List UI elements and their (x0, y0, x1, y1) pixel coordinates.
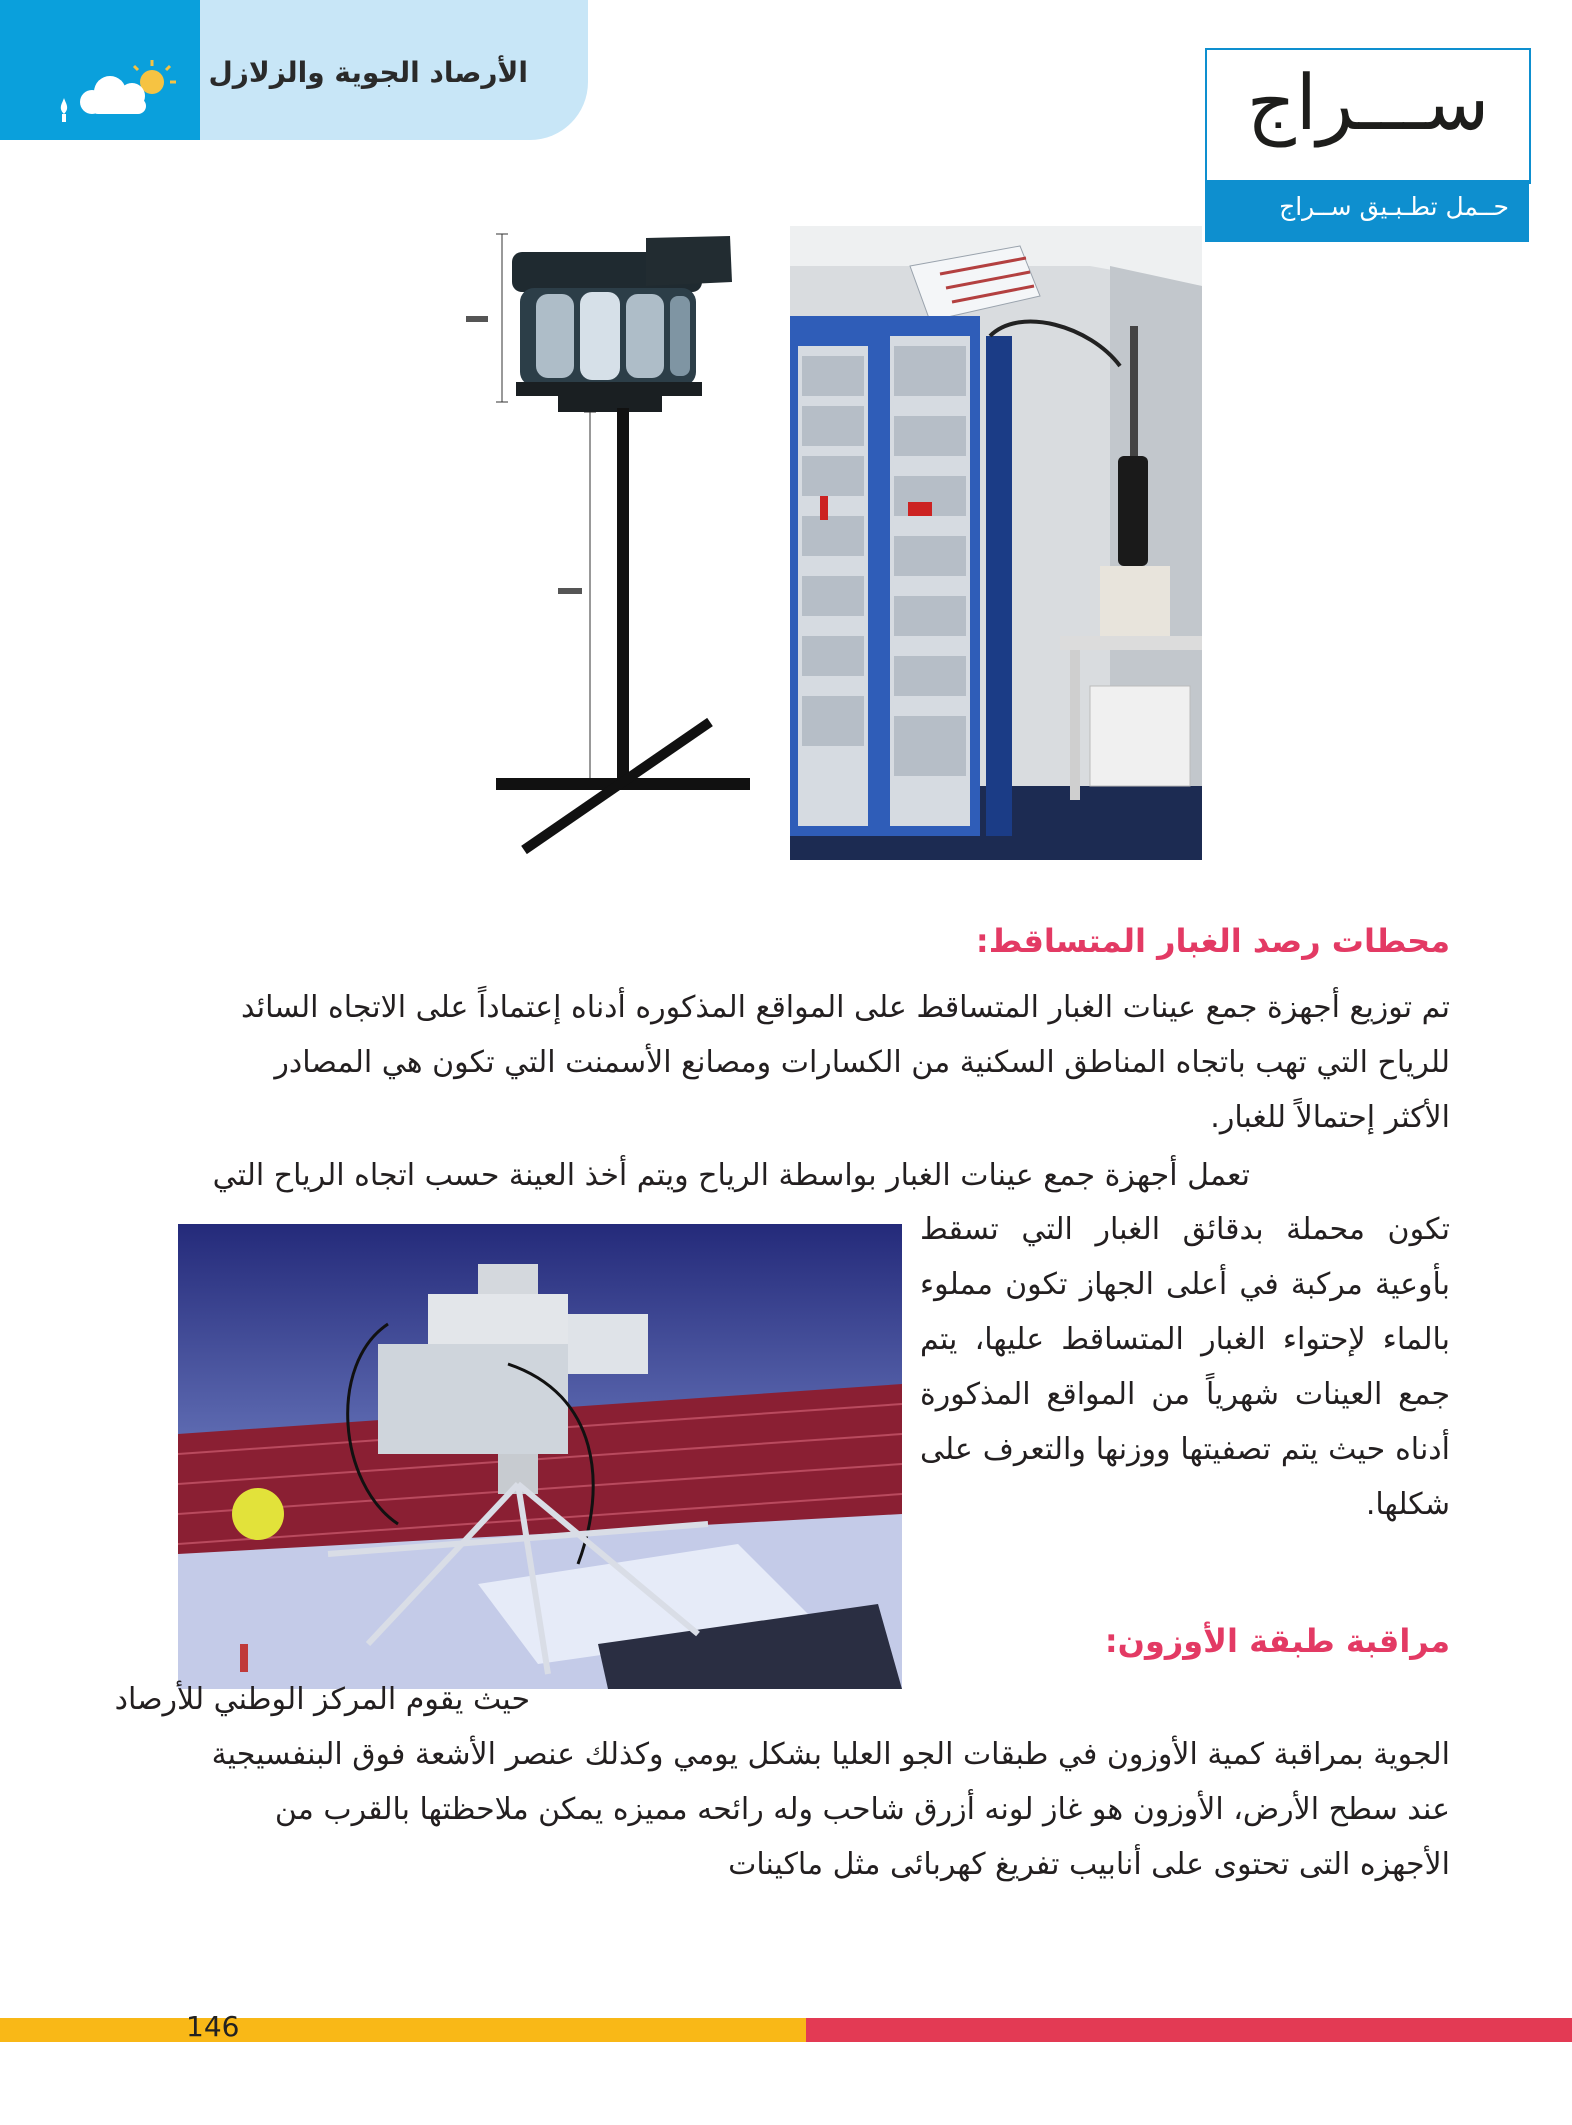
cloud-sun-icon (52, 58, 180, 124)
instrument-rack-photo (790, 226, 1202, 860)
section-title: الأرصاد الجوية والزلازل (208, 56, 528, 89)
paragraph-dust-operation-line1: تعمل أجهزة جمع عينات الغبار بواسطة الرياح ويتم أخذ العينة حسب اتجاه الرياح التي (212, 1158, 1250, 1193)
dust-collector-diagram (440, 222, 760, 862)
siraj-logo (1205, 48, 1531, 184)
page-number: 146 (186, 2010, 240, 2043)
footer-red-bar (806, 2018, 1572, 2042)
logo-subtitle: حــمل تطـبـيق ســراج (1279, 192, 1509, 221)
logo-download-bar[interactable] (1205, 180, 1529, 242)
footer-yellow-bar (0, 2018, 806, 2042)
logo-wordmark: ســـراج (1246, 58, 1490, 147)
paragraph-ozone-line1: حيث يقوم المركز الوطني للأرصاد (114, 1682, 530, 1717)
paragraph-ozone-monitoring: الجوية بمراقبة كمية الأوزون في طبقات الجو العليا بشكل يومي وكذلك عنصر الأشعة فوق البنفسيجية عند سطح الأرض، الأوزون هو غاز لونه أزرق شاحب وله رائحه مميزه يمكن ملاحظتها بالقرب من الأجهزه التى تحتوى على أنابيب تفريغ كهربائى مثل ماكينات (211, 1737, 1450, 1882)
roof-monitoring-station-photo (178, 1224, 902, 1689)
paragraph-dust-distribution: تم توزيع أجهزة جمع عينات الغبار المتساقط على المواقع المذكوره أدناه إعتماداً على الاتجاه السائد للرياح التي تهب باتجاه المناطق السكنية من الكسارات ومصانع الأسمنت التي تكون هي المصادر الأكثر إحتمالاً للغبار. (241, 990, 1450, 1135)
section-heading-dust-stations: محطات رصد الغبار المتساقط: (975, 922, 1450, 960)
paragraph-dust-operation: تكون محملة بدقائق الغبار التي تسقط بأوعية مركبة في أعلى الجهاز تكون مملوء بالماء لإحتواء الغبار المتساقط عليها، يتم جمع العينات شهرياً من المواقع المذكورة أدناه حيث يتم تصفيتها ووزنها والتعرف على شكلها. (920, 1212, 1450, 1522)
section-heading-ozone: مراقبة طبقة الأوزون: (1104, 1622, 1450, 1660)
